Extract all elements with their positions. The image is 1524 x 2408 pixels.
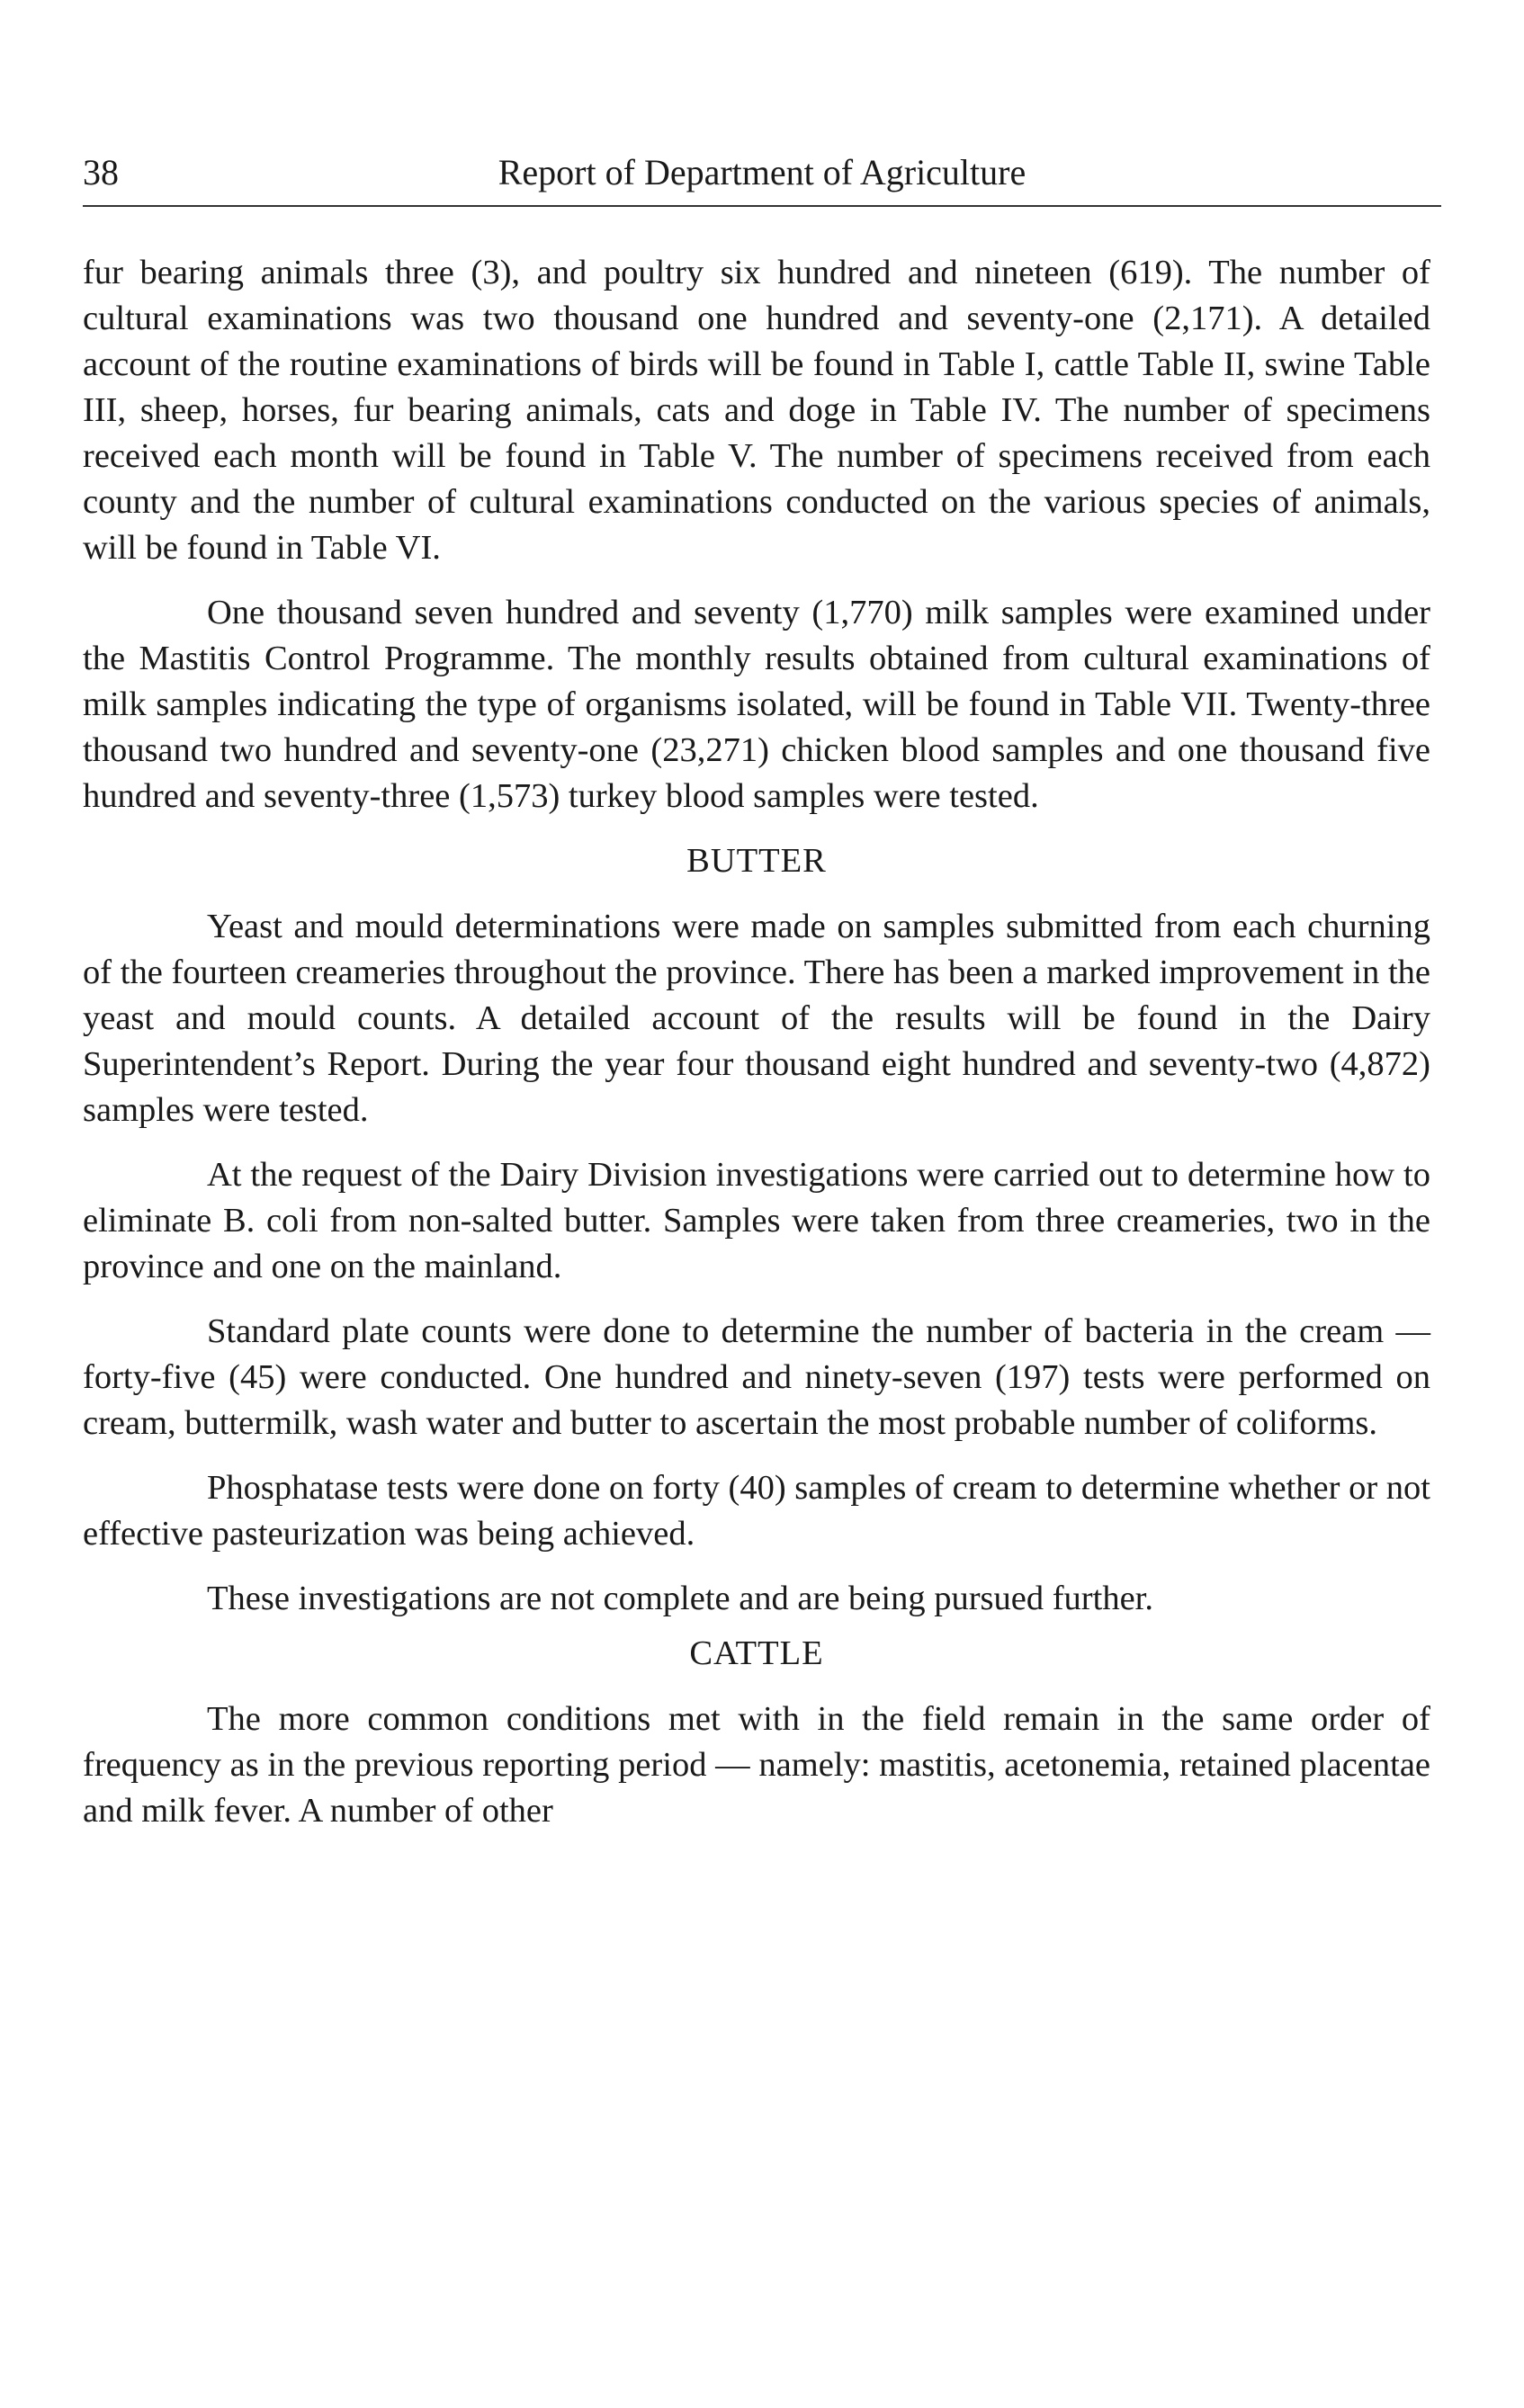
paragraph-dairy-division: At the request of the Dairy Division investigations were carried out to determine how to eliminate B. coli from non-salted butter. Samples were taken from three creameries, two in the province and one on the mainland.: [83, 1156, 1430, 1285]
section-heading-cattle: CATTLE: [689, 1634, 824, 1672]
page-number: 38: [83, 152, 119, 192]
section-heading-butter: BUTTER: [686, 842, 827, 880]
paragraph-continued: fur bearing animals three (3), and poultry six hundred and nineteen (619). The number of cultural examinations was two thousand one hundred and seventy-one (2,171). A detailed account of the routine examinations of birds will be found in Table I, cattle Table II, swine Table III, sheep, horses, fur bearing animals, cats and doge in Table IV. The number of specimens received each month will be found in Table V. The number of specimens received from each county and the number of cultural examinations conducted on the various species of animals, will be found in Table VI.: [83, 254, 1430, 567]
paragraph-yeast-mould: Yeast and mould determinations were made on samples submitted from each churning of the fourteen creameries throughout the province. There has been a marked improvement in the yeast and mould counts. A detailed account of the results will be found in the Dairy Superintendent’s Report. During the year four thousand eight hundred and seventy-two (4,872) samples were tested.: [83, 908, 1430, 1129]
page-header: [83, 148, 1441, 197]
body-text: [83, 250, 1430, 1853]
header-rule: [83, 205, 1441, 207]
paragraph-investigations: These investigations are not complete and are being pursued further.: [207, 1580, 1153, 1617]
paragraph-milk-samples: One thousand seven hundred and seventy (1,770) milk samples were examined under the Mastitis Control Programme. The monthly results obtained from cultural examinations of milk samples indicating the type of organisms isolated, will be found in Table VII. Twenty-three thousand two hundred and seventy-one (23,271) chicken blood samples and one thousand five hundred and seventy-three (1,573) turkey blood samples were tested.: [83, 594, 1430, 815]
paragraph-plate-counts: Standard plate counts were done to determine the number of bacteria in the cream — forty-five (45) were conducted. One hundred and ninety-seven (197) tests were performed on cream, buttermilk, wash water and butter to ascertain the most probable number of coliforms.: [83, 1312, 1430, 1442]
paragraph-cattle-conditions: The more common conditions met with in the field remain in the same order of frequency as in the previous reporting period — namely: mastitis, acetonemia, retained placentae and milk fever. A number of other: [83, 1700, 1430, 1830]
running-title: Report of Department of Agriculture: [498, 152, 1026, 192]
paragraph-phosphatase: Phosphatase tests were done on forty (40) samples of cream to determine whether or not effective pasteurization was being achieved.: [83, 1469, 1430, 1553]
